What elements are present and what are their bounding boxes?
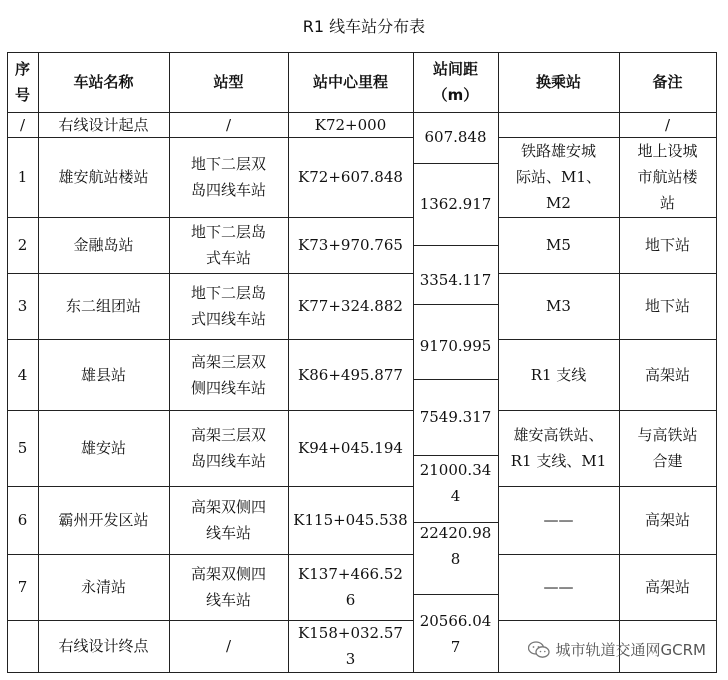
grid-line xyxy=(413,455,498,456)
cell-mileage: K158+032.57 3 xyxy=(298,624,403,668)
cell-name: 雄安航站楼站 xyxy=(58,168,149,186)
cell-name: 右线设计起点 xyxy=(58,115,149,134)
watermark-text: 城市轨道交通网GCRM xyxy=(555,641,706,659)
cell-transfer: —— xyxy=(543,511,574,529)
header-dist: 站间距 （m） xyxy=(432,60,479,104)
cell-name: 霸州开发区站 xyxy=(58,511,149,529)
cell-mileage: K72+607.848 xyxy=(298,168,403,186)
cell-mileage: K115+045.538 xyxy=(293,511,408,529)
cell-mileage: K72+000 xyxy=(314,115,387,134)
cell-note: 高架站 xyxy=(644,365,690,384)
header-type: 站型 xyxy=(213,73,244,91)
station-distance: 1362.917 xyxy=(419,195,492,213)
cell-no: 7 xyxy=(17,578,28,596)
cell-no: 2 xyxy=(17,236,28,254)
cell-type: / xyxy=(225,637,232,655)
cell-no: 1 xyxy=(17,168,28,186)
cell-mileage: K77+324.882 xyxy=(298,297,403,315)
cell-type: 高架三层双 侧四线车站 xyxy=(190,352,266,397)
cell-name: 东二组团站 xyxy=(65,297,141,315)
cell-transfer: —— xyxy=(543,578,574,596)
station-distance: 20566.04 7 xyxy=(419,612,492,656)
cell-name: 金融岛站 xyxy=(73,236,134,254)
cell-type: 高架三层双 岛四线车站 xyxy=(190,426,266,470)
cell-no: 5 xyxy=(17,439,28,457)
cell-note: 地下站 xyxy=(644,236,690,254)
cell-mileage: K73+970.765 xyxy=(298,236,403,254)
cell-type: 地下二层岛 式车站 xyxy=(190,223,266,267)
grid-line xyxy=(413,594,498,595)
cell-mileage: K94+045.194 xyxy=(298,439,403,457)
cell-note: / xyxy=(664,115,671,134)
cell-transfer: R1 支线 xyxy=(530,365,587,384)
cell-no xyxy=(7,620,38,672)
cell-note: 与高铁站 合建 xyxy=(637,426,698,470)
cell-type: / xyxy=(225,115,232,134)
grid-line xyxy=(7,672,716,673)
watermark xyxy=(528,639,706,660)
header-transfer: 换乘站 xyxy=(535,73,581,91)
cell-transfer: 铁路雄安城 际站、M1、 M2 xyxy=(516,142,601,212)
cell-mileage: K137+466.52 6 xyxy=(298,565,403,609)
station-distance: 3354.117 xyxy=(419,271,492,289)
header-no: 序 号 xyxy=(14,60,30,104)
station-distance: 9170.995 xyxy=(419,337,492,355)
cell-type: 高架双侧四 线车站 xyxy=(190,498,266,542)
cell-transfer: 雄安高铁站、 R1 支线、M1 xyxy=(510,426,607,470)
cell-type: 高架双侧四 线车站 xyxy=(190,565,266,609)
grid-line xyxy=(413,245,498,246)
cell-name: 雄县站 xyxy=(80,365,126,384)
cell-note: 地上设城 市航站楼 站 xyxy=(637,142,698,212)
cell-note: 高架站 xyxy=(644,578,690,596)
station-distance: 21000.34 4 xyxy=(419,461,492,505)
cell-name: 永清站 xyxy=(80,578,126,596)
cell-no: 4 xyxy=(17,365,28,384)
header-mileage: 站中心里程 xyxy=(312,73,388,91)
cell-name: 雄安站 xyxy=(80,439,126,457)
cell-transfer: M5 xyxy=(546,236,571,254)
cell-type: 地下二层岛 式四线车站 xyxy=(190,284,266,328)
station-distance: 7549.317 xyxy=(419,408,492,426)
cell-no: 6 xyxy=(17,511,28,529)
header-note: 备注 xyxy=(652,73,683,91)
header-name: 车站名称 xyxy=(73,73,134,91)
grid-line xyxy=(413,163,498,164)
station-distance: 22420.98 8 xyxy=(419,524,492,568)
cell-name: 右线设计终点 xyxy=(58,637,149,655)
cell-transfer: M3 xyxy=(546,297,571,315)
wechat-icon xyxy=(528,641,550,659)
cell-note: 高架站 xyxy=(644,511,690,529)
cell-note: 地下站 xyxy=(644,297,690,315)
grid-line xyxy=(413,304,498,305)
cell-no: / xyxy=(19,115,26,134)
grid-line xyxy=(716,52,717,673)
cell-type: 地下二层双 岛四线车站 xyxy=(190,155,266,199)
cell-transfer xyxy=(498,112,619,137)
table-title: R1 线车站分布表 xyxy=(302,17,426,36)
grid-line xyxy=(413,379,498,380)
station-distance: 607.848 xyxy=(424,128,487,146)
cell-no: 3 xyxy=(17,297,28,315)
cell-mileage: K86+495.877 xyxy=(298,365,403,384)
